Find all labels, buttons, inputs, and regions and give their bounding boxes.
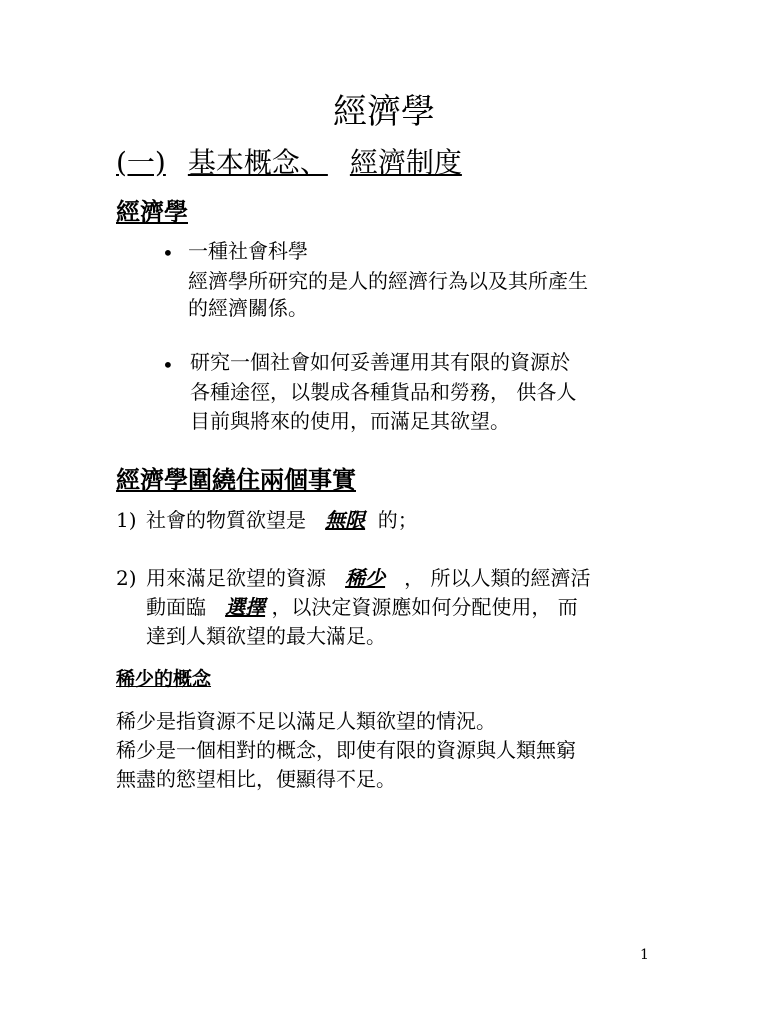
fact-2-text-line2: 動面臨 <box>146 595 206 619</box>
bullet-2-line-2: 各種途徑，以製成各種貨品和勞務， 供各人 <box>190 380 577 404</box>
bullet-1-line-2: 經濟學所研究的是人的經濟行為以及其所產生 <box>188 269 588 293</box>
fact-1-emphasis: 無限 <box>325 508 366 532</box>
chapter-part1: 基本概念、 <box>187 146 328 179</box>
bullet-2-line-1: 研究一個社會如何妥善運用其有限的資源於 <box>190 350 570 374</box>
section-heading-two-facts: 經濟學圍繞住兩個事實 <box>116 466 356 494</box>
bullet-icon: • <box>162 353 174 377</box>
bullet-1-line-3: 的經濟關係。 <box>188 296 308 320</box>
section-heading-scarcity: 稀少的概念 <box>116 668 212 690</box>
page-title: 經濟學 <box>333 92 435 132</box>
fact-1-text: 社會的物質欲望是 <box>146 508 306 532</box>
fact-2-number: 2) <box>116 566 137 590</box>
fact-2-text-line2-end: ，以決定資源應如何分配使用， 而 <box>271 595 578 619</box>
scarcity-line-3: 無盡的慾望相比，便顯得不足。 <box>116 767 396 791</box>
fact-2-line-3: 達到人類欲望的最大滿足。 <box>146 624 386 648</box>
page-number: 1 <box>640 947 649 963</box>
fact-1-number: 1) <box>116 508 137 532</box>
chapter-heading <box>116 144 462 182</box>
scarcity-line-2: 稀少是一個相對的概念，即使有限的資源與人類無窮 <box>116 738 576 762</box>
scarcity-line-1: 稀少是指資源不足以滿足人類欲望的情況。 <box>116 709 496 733</box>
bullet-icon: • <box>162 241 174 265</box>
fact-2-text: 用來滿足欲望的資源 <box>146 566 326 590</box>
bullet-1-line-1: 一種社會科學 <box>188 239 308 263</box>
bullet-2-line-3: 目前與將來的使用，而滿足其欲望。 <box>190 409 510 433</box>
fact-2-emphasis-choice: 選擇 <box>225 595 266 619</box>
chapter-number: (一) <box>116 146 166 179</box>
fact-2-line-1 <box>146 563 591 593</box>
fact-2-line-2 <box>146 592 578 622</box>
fact-2-emphasis-scarce: 稀少 <box>345 566 386 590</box>
fact-1-text-end: 的； <box>377 508 418 532</box>
fact-2-text-cont: ， 所以人類的經濟活 <box>404 566 591 590</box>
section-heading-economics: 經濟學 <box>116 198 188 226</box>
fact-1-line <box>146 505 418 535</box>
chapter-part2: 經濟制度 <box>349 146 462 179</box>
